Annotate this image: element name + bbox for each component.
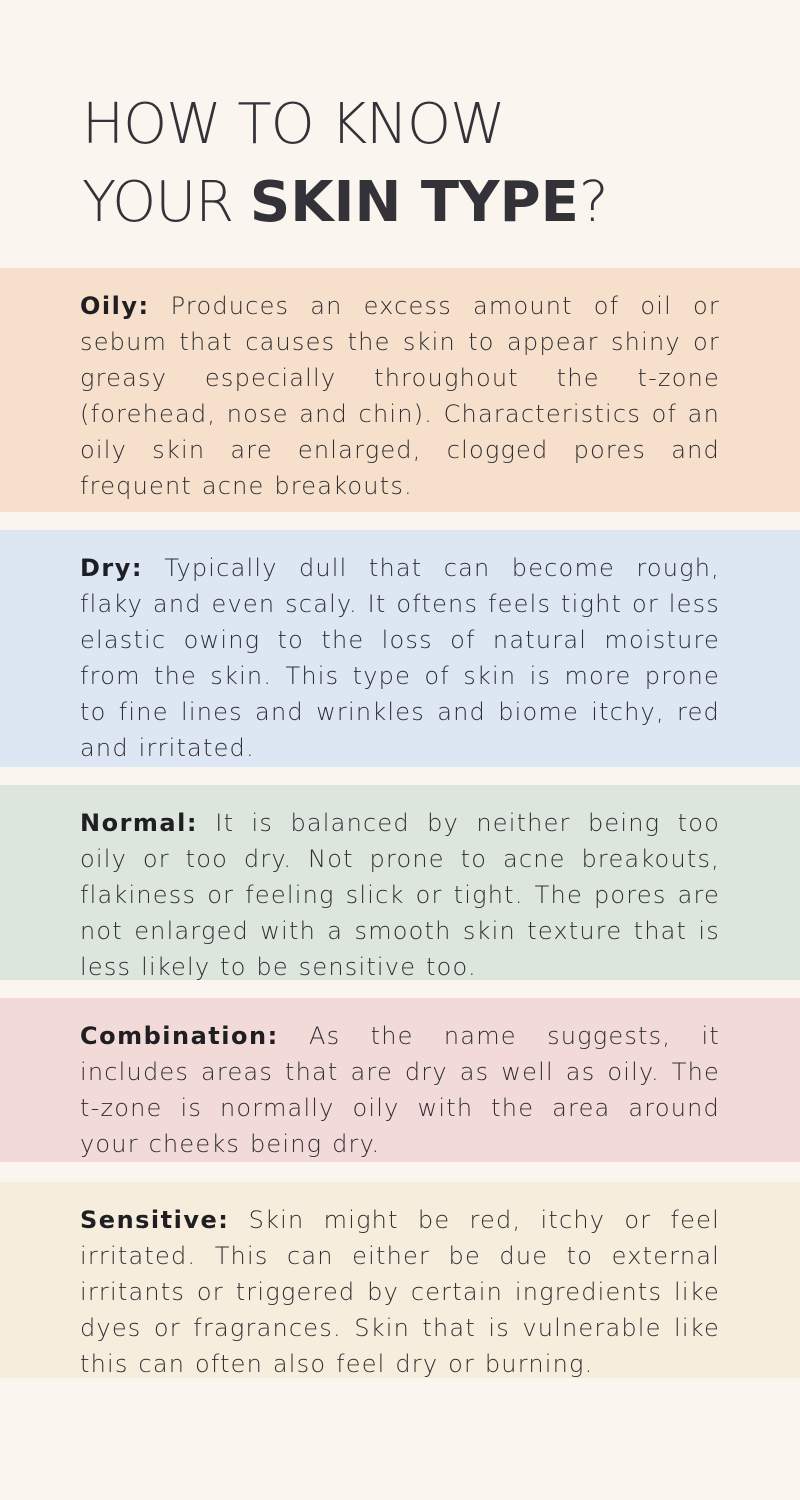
skin-type-label: Combination: bbox=[80, 1022, 279, 1050]
skin-type-label: Sensitive: bbox=[80, 1206, 230, 1234]
title-suffix: ? bbox=[578, 170, 608, 235]
skin-type-card-oily bbox=[0, 268, 800, 512]
skin-type-description bbox=[80, 1202, 720, 1382]
skin-type-description bbox=[80, 805, 720, 985]
skin-type-text: As the name suggests, it includes areas that are dry as well as oily. The t-zone is normally oily with the area around your cheeks being dry. bbox=[80, 1022, 720, 1158]
skin-type-description bbox=[80, 1018, 720, 1162]
skin-type-card-dry bbox=[0, 530, 800, 767]
title-line-1: HOW TO KNOW bbox=[82, 92, 505, 157]
title-prefix: YOUR bbox=[82, 170, 250, 235]
skin-type-card-combination bbox=[0, 998, 800, 1162]
skin-type-label: Normal: bbox=[80, 809, 198, 837]
title-line-2 bbox=[82, 164, 762, 242]
title-highlight: SKIN TYPE bbox=[249, 170, 579, 235]
skin-type-label: Oily: bbox=[80, 292, 150, 320]
page-title bbox=[82, 86, 762, 242]
skin-type-card-sensitive bbox=[0, 1182, 800, 1378]
skin-type-description bbox=[80, 288, 720, 504]
skin-type-text: Produces an excess amount of oil or sebum that causes the skin to appear shiny or greasy especially throughout the t-zone (forehead, nose and chin). Characteristics of an oily skin are enlarged, clogged pores and frequent acne breakouts. bbox=[80, 292, 720, 500]
skin-type-text: It is balanced by neither being too oily or too dry. Not prone to acne breakouts, flakiness or feeling slick or tight. The pores are not enlarged with a smooth skin texture that is less likely to be sensitive too. bbox=[80, 809, 720, 981]
skin-type-description bbox=[80, 550, 720, 766]
skin-type-card-normal bbox=[0, 785, 800, 980]
skin-type-text: Typically dull that can become rough, flaky and even scaly. It oftens feels tight or less elastic owing to the loss of natural moisture from the skin. This type of skin is more prone to fine lines and wrinkles and biome itchy, red and irritated. bbox=[80, 554, 720, 762]
skin-type-text: Skin might be red, itchy or feel irritated. This can either be due to external irritants or triggered by certain ingredients like dyes or fragrances. Skin that is vulnerable like this can often also feel dry or burning. bbox=[80, 1206, 720, 1378]
skin-type-label: Dry: bbox=[80, 554, 143, 582]
